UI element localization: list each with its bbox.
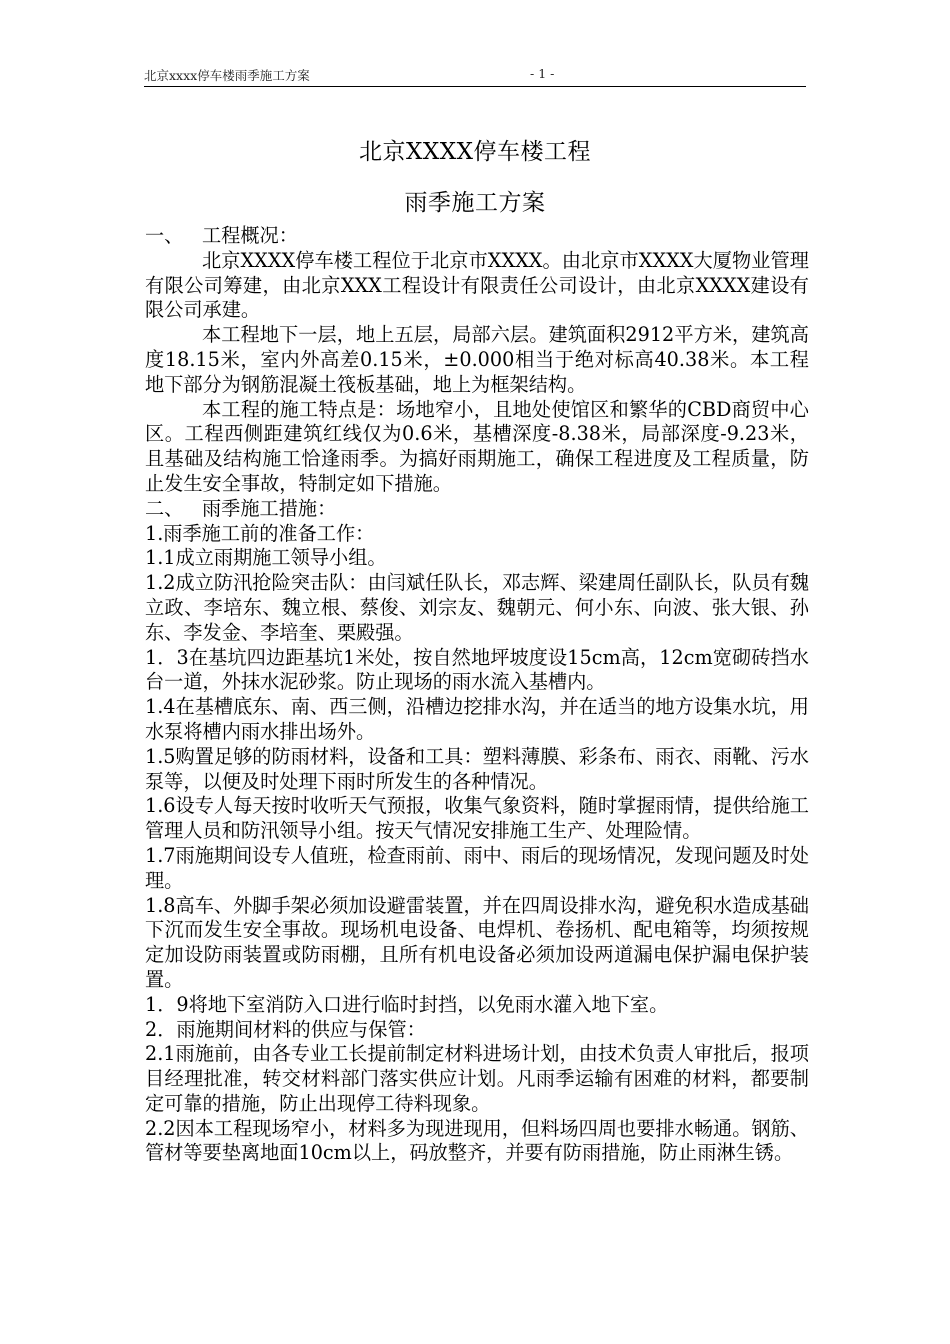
list-item: 1．9将地下室消防入口进行临时封挡，以免雨水灌入地下室。 — [145, 992, 669, 1016]
list-item: 1.2成立防汛抢险突击队：由闫斌任队长，邓志辉、梁建周任副队长，队员有魏立政、李培东、魏立根、蔡俊、刘宗友、魏朝元、何小东、向波、张大银、孙东、李发金、李培奎、栗殿强。 — [145, 571, 809, 644]
list-item: 1.8高车、外脚手架必须加设避雷装置，并在四周设排水沟，避免积水造成基础下沉而发生安全事故。现场机电设备、电焊机、卷扬机、配电箱等，均须按规定加设防雨装置或防雨棚，且所有机电设备必须加设两道漏电保护漏电保护装置。 — [145, 893, 809, 991]
section-heading-1 — [145, 224, 809, 249]
paragraph-building-specs: 本工程地下一层，地上五层，局部六层。建筑面积2912平方米，建筑高度18.15米，室内外高差0.15米，±0.000相当于绝对标高40.38米。本工程地下部分为钢筋混凝土筏板基础，地上为框架结构。 — [145, 323, 809, 396]
document-subtitle: 雨季施工方案 — [404, 190, 546, 216]
paragraph-construction-features: 本工程的施工特点是：场地窄小，且地处使馆区和繁华的CBD商贸中心区。工程西侧距建筑红线仅为0.6米，基槽深度-8.38米，局部深度-9.23米，且基础及结构施工恰逢雨季。为搞好雨期施工，确保工程进度及工程质量，防止发生安全事故，特制定如下措施。 — [145, 397, 809, 495]
list-item: 1.7雨施期间设专人值班，检查雨前、雨中、雨后的现场情况，发现问题及时处理。 — [145, 843, 809, 892]
list-item: 1.4在基槽底东、南、西三侧，沿槽边挖排水沟，并在适当的地方设集水坑，用水泵将槽内雨水排出场外。 — [145, 695, 809, 743]
list-item: 1．3在基坑四边距基坑1米处，按自然地坪坡度设15cm高，12cm宽砌砖挡水台一道，外抹水泥砂浆。防止现场的雨水流入基槽内。 — [145, 645, 809, 694]
list-item: 1.1成立雨期施工领导小组。 — [145, 546, 387, 570]
list-item: 2.2因本工程现场窄小，材料多为现进现用，但料场四周也要排水畅通。钢筋、管材等要垫离地面10cm以上，码放整齐，并要有防雨措施，防止雨淋生锈。 — [145, 1116, 809, 1165]
list-item: 1.雨季施工前的准备工作： — [145, 521, 375, 545]
section-heading-2 — [145, 497, 809, 522]
header-divider — [144, 86, 806, 87]
document-title: 北京XXXX停车楼工程 — [359, 139, 591, 165]
list-item: 1.5购置足够的防雨材料，设备和工具：塑料薄膜、彩条布、雨衣、雨靴、污水泵等，以便及时处理下雨时所发生的各种情况。 — [145, 744, 809, 793]
page-number: - 1 - — [530, 66, 555, 81]
section-number: 一、 — [145, 224, 184, 247]
header-title: 北京xxxx停车楼雨季施工方案 — [144, 68, 310, 83]
page-header — [144, 66, 806, 86]
section-title: 雨季施工措施： — [202, 496, 337, 520]
section-title: 工程概况： — [202, 224, 298, 247]
list-item: 2.1雨施前，由各专业工长提前制定材料进场计划，由技术负责人审批后，报项目经理批准，转交材料部门落实供应计划。凡雨季运输有困难的材料，都要制定可靠的措施，防止出现停工待料现象。 — [145, 1042, 809, 1115]
document-body — [145, 224, 809, 1166]
section-number: 二、 — [145, 496, 184, 520]
list-item: 1.6设专人每天按时收听天气预报，收集气象资料，随时掌握雨情，提供给施工管理人员和防汛领导小组。按天气情况安排施工生产、处理险情。 — [145, 794, 809, 843]
paragraph-project-location: 北京XXXX停车楼工程位于北京市XXXX。由北京市XXXX大厦物业管理有限公司筹建，由北京XXX工程设计有限责任公司设计，由北京XXXX建设有限公司承建。 — [145, 248, 809, 322]
list-item: 2．雨施期间材料的供应与保管： — [145, 1017, 426, 1041]
